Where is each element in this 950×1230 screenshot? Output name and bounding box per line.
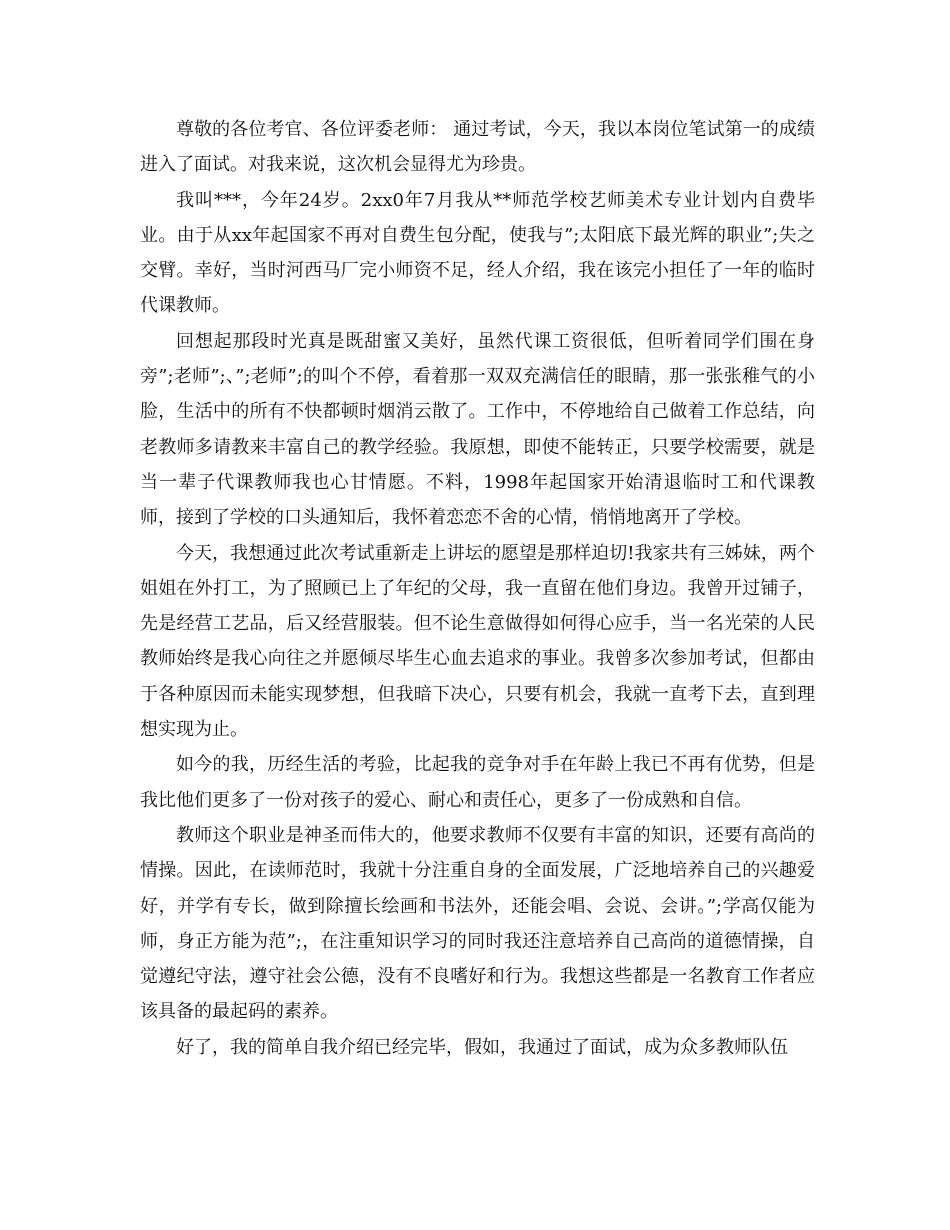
paragraph-qualities: 教师这个职业是神圣而伟大的，他要求教师不仅要有丰富的知识，还要有高尚的情操。因此，在读师范时，我就十分注重自身的全面发展，广泛地培养自己的兴趣爱好，并学有专长，做到除擅长绘画和书法外，还能会唱、会说、会讲。”;学高仅能为师，身正方能为范”;，在注重知识学习的同时我还注意培养自己高尚的道德情操，自觉遵纪守法，遵守社会公德，没有不良嗜好和行为。我想这些都是一名教育工作者应该具备的最起码的素养。	[140, 824, 815, 1023]
paragraph-teaching-memory: 回想起那段时光真是既甜蜜又美好，虽然代课工资很低，但听着同学们围在身旁”;老师”;、”;老师”;的叫个不停，看着那一双双充满信任的眼睛，那一张张稚气的小脸，生活中的所有不快都顿时烟消云散了。工作中，不停地给自己做着工作总结，向老教师多请教来丰富自己的教学经验。我原想，即使不能转正，只要学校需要，就是当一辈子代课教师我也心甘情愿。不料，1998年起国家开始清退临时工和代课教师，接到了学校的口头通知后，我怀着恋恋不舍的心情，悄悄地离开了学校。	[140, 330, 815, 529]
paragraph-background: 我叫***，今年24岁。2xx0年7月我从**师范学校艺师美术专业计划内自费毕业。由于从xx年起国家不再对自费生包分配，使我与”;太阳底下最光辉的职业”;失之交臂。幸好，当时河西马厂完小师资不足，经人介绍，我在该完小担任了一年的临时代课教师。	[140, 189, 815, 317]
paragraph-strengths: 如今的我，历经生活的考验，比起我的竞争对手在年龄上我已不再有优势，但是我比他们更多了一份对孩子的爱心、耐心和责任心，更多了一份成熟和自信。	[140, 754, 815, 811]
paragraph-aspiration: 今天，我想通过此次考试重新走上讲坛的愿望是那样迫切!我家共有三姊妹，两个姐姐在外打工，为了照顾已上了年纪的父母，我一直留在他们身边。我曾开过铺子，先是经营工艺品，后又经营服装。但不论生意做得如何得心应手，当一名光荣的人民教师始终是我心向往之并愿倾尽毕生心血去追求的事业。我曾多次参加考试，但都由于各种原因而未能实现梦想，但我暗下决心，只要有机会，我就一直考下去，直到理想实现为止。	[140, 542, 815, 741]
paragraph-closing: 好了，我的简单自我介绍已经完毕，假如，我通过了面试，成为众多教师队伍	[176, 1036, 788, 1058]
paragraph-greeting: 尊敬的各位考官、各位评委老师： 通过考试，今天，我以本岗位笔试第一的成绩进入了面试。对我来说，这次机会显得尤为珍贵。	[140, 119, 815, 176]
document-body	[140, 112, 815, 1065]
